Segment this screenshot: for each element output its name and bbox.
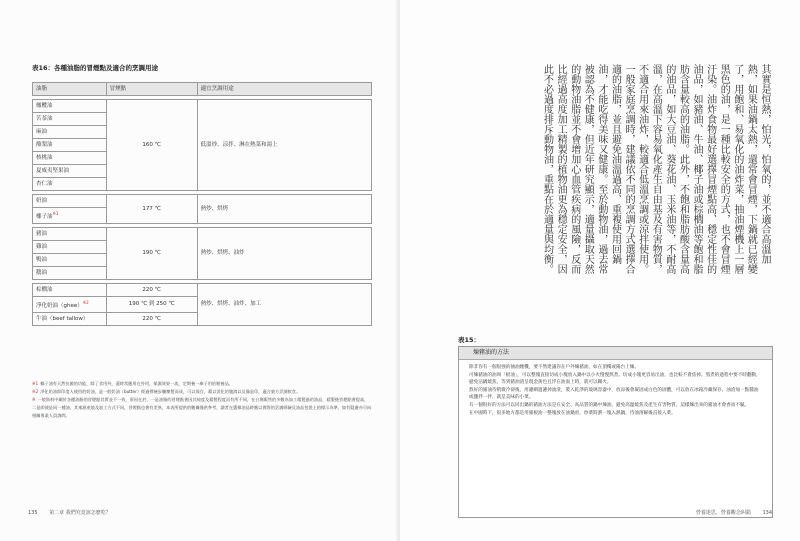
footnote-mark: ※2 [32,389,39,394]
table-header-row [33,83,372,96]
header-smoke-point: 冒煙點 [106,83,197,96]
box-body [459,360,772,421]
page-number: 134 [762,510,772,516]
table-row [33,227,372,240]
use-cell: 低溫炒、涼拌、淋在熱菜和湯上 [197,100,371,191]
oil-cell: 麻油 [33,126,107,139]
use-cell: 熱炒、烘烤、油炸 [197,227,371,279]
oil-cell: 核桃油 [33,152,107,165]
oil-cell: 夏威夷堅果油 [33,165,107,178]
left-folio [28,509,121,516]
oil-cell: 雞油 [33,240,107,253]
oil-cell: 豬油 [33,227,107,240]
header-oil: 油脂 [33,83,107,96]
smoke-point-cell: 177 ℃ [106,195,197,224]
use-cell: 熱炒、烘烤、油炸、加工 [197,283,371,325]
footnote-text: 椰子油有天然抗菌的功能，除了食用外，還時常應用在外用，保濕效果一流，定期養一庫子用的喔養品。 [40,381,233,386]
oil-name: 椰子油 [36,213,53,220]
oil-cell: 棕櫚油 [33,283,107,296]
footnote [32,380,372,388]
footnote-marker: ※2 [82,299,89,305]
use-cell: 熱炒、烘烤 [197,195,371,224]
smoke-point-cell: 220 ℃ [106,283,197,296]
oil-cell: 鴨油 [33,253,107,266]
box-header: 煉豬油的方法 [459,347,772,360]
oil-cell [33,296,107,312]
footnote [32,388,372,396]
oil-cell: 牛油（beef tallow） [33,312,107,325]
smoke-point-table [32,82,372,326]
box-paragraph: 有一個很好的方法可以同出鍋的豬油方法是在安全、高品質的鍋中煉油，避免高溫燒焦及產生有害物質，這樣煉出來的豬油才會香而不膩。 [469,402,750,408]
header-use: 適宜烹調用途 [197,83,371,96]
running-head: 營養迷思，營養觀念糾錯 [695,510,751,516]
right-folio [686,509,772,516]
oil-cell [33,208,107,224]
oil-cell: 奶油 [33,195,107,208]
page-number: 135 [28,510,38,516]
table-title: 表16：各種油脂的冒煙點及適合的烹調用途 [32,64,159,72]
lard-method-box [458,346,773,518]
footnote-marker: ※1 [52,211,59,216]
footnote-mark: ※ [32,397,36,402]
footnote-mark: ※1 [32,381,39,386]
running-head: 第二章 我們究竟該怎麼吃？ [49,510,111,516]
table-row [33,283,372,296]
footnote-text: 淨化奶油即印度人使用的奶油，是一般奶油（butter）經過傳統步驟煉製而成，可以保存，藉以消化的腹瀉以及像是印，適合東方烹調飲食。 [40,389,301,394]
smoke-point-cell: 190 ℃ [106,227,197,279]
table-row [33,195,372,208]
oil-cell: 酪梨油 [33,139,107,152]
oil-cell: 橄欖油 [33,100,107,113]
smoke-point-cell: 220 ℃ [106,312,197,325]
box-paragraph: 除非你有一個很強的抽油煙機，要不然建議你在戶外煉豬油，如在頂樓或陽台上煉。 [469,365,639,370]
box-paragraph: 在中國時下，很多地方都是用豬板油一整塊放在油鍋煎，炒菜時割一塊入熱鍋，待油溶解後直接入菜。 [469,410,676,416]
smoke-point-cell: 160 ℃ [106,100,197,191]
footnote-text: 一般資料中關於各種油脂的冒煙點其實並不一致，原因在於，一是油脂的冒煙點會因其純度及精製程度而有所不同，在台灣販售的多數為加工精製過的油品，精製後冒煙點會提高，二是即使是同一種油，其來源產地及加工方式不同，冒煙點也會有差異，本表所提供的數據僅供參考，讀者在選擇油品時應以實際的烹調經驗及油品包裝上的標示為準，如有疑慮亦可向相關專業人員詢問。 [32,397,372,418]
body-paragraph: 其實是恒熱，怕光，怕氧的，並不適合高溫加熱，如果油鍋太熱，還常會冒煙，下鍋就已經變了，用飽和、易氧化的油炸菜，抽油煙機上一層黑色的油，是一種比較安全的方式，也不會冒煙汙染。油炸食物最好選擇冒煙點高、穩定性佳的油品，如豬油、牛油、椰子油或棕櫚油等飽和脂肪含量較高的油脂。此外，不飽和脂肪酸含量高的油品，如大豆油、葵花油、玉米油等，不耐高溫，在高溫下容易氧化產生自由基及有害物質，不適合用來油炸，較適合低溫烹調或涼拌使用。一般家庭烹調時，建議依不同的烹調方式選擇合適的油脂，並且避免油溫過高、重複使用回鍋油，才能吃得美味又健康。至於動物油，過去常被認為不健康，但近年研究顯示，適量攝取天然的動物油脂並不會增加心血管疾病的風險，反而比經過高度加工精製的植物油更為穩定安全，因此不必過度排斥動物油，重點在於適量與均衡。 [541,64,770,274]
footnote [32,396,372,420]
table-row [33,100,372,113]
vertical-body-text [425,64,771,279]
box-paragraph: 熬好的豬油待稍微冷卻後，用濾網過濾掉油渣，裝入乾淨的玻璃容器中，放涼後會凝固成白色的固體，可以放在冰箱冷藏保存。油渣加一點醬油或鹽拌一拌，就是美味的小菜。 [469,387,759,401]
oil-name: 淨化奶油（ghee） [36,302,83,309]
oil-cell: 苦茶油 [33,113,107,126]
oil-cell: 鵝油 [33,266,107,279]
table-footnotes [32,380,372,420]
oil-cell: 杏仁油 [33,178,107,191]
box-paragraph: 可煉豬油的油叫「板油」，可以整塊直接切成小塊放入鍋中以小火慢慢熬煮。切成小塊更容易出油，也比較不會焦掉。熬煮的過程中要不時翻動，避免沾鍋燒焦，等到豬油渣呈現金黃色且浮在油面上時，就可以關火。 [469,372,761,386]
smoke-point-cell: 190 ℃ 到 250 ℃ [106,296,197,312]
box-title: 表15： [458,336,481,344]
